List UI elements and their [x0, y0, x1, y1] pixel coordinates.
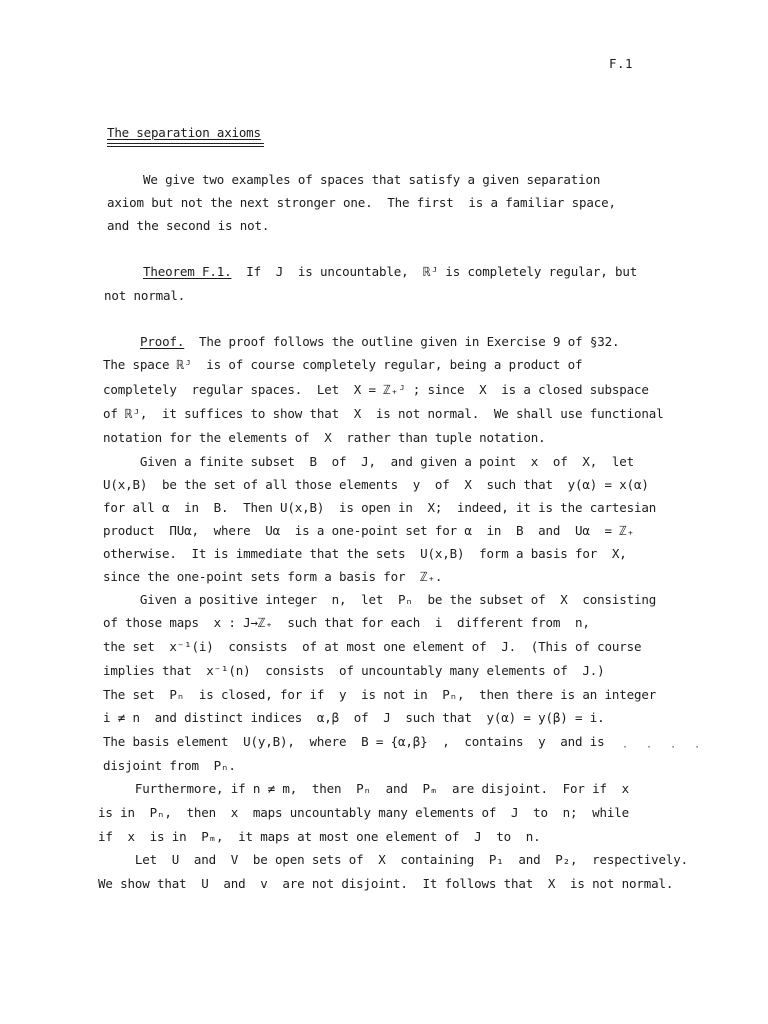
proof-line-8: for all α in B. Then U(x,B) is open in X; indeed, it is the cartesian	[103, 500, 657, 515]
section-heading-text: The separation axioms	[107, 125, 261, 140]
proof-label: Proof.	[140, 334, 185, 349]
theorem-line-1-text: If J is uncountable, ℝᴶ is completely regular, but	[231, 264, 638, 279]
proof-line-1	[140, 335, 619, 349]
theorem-line-2: not normal.	[104, 288, 186, 303]
proof-line-5: notation for the elements of X rather than tuple notation.	[103, 430, 546, 445]
proof-line-22: if x is in Pₘ, it maps at most one element of J to n.	[98, 829, 541, 844]
proof-line-7: U(x,B) be the set of all those elements y of X such that y(α) = x(α)	[103, 477, 649, 492]
proof-line-6: Given a finite subset B of J, and given a point x of X, let	[103, 454, 635, 469]
proof-line-1-text: The proof follows the outline given in Exercise 9 of §32.	[184, 334, 620, 349]
proof-line-14: the set x⁻¹(i) consists of at most one element of J. (This of course	[103, 639, 642, 654]
intro-line-2: axiom but not the next stronger one. The first is a familiar space,	[107, 195, 616, 210]
proof-line-12: Given a positive integer n, let Pₙ be the subset of X consisting	[103, 592, 657, 607]
proof-line-13: of those maps x : J→ℤ₊ such that for each i different from n,	[103, 615, 590, 630]
intro-line-1-text: We give two examples of spaces that satisfy a given separation	[143, 172, 601, 187]
proof-line-2: The space ℝᴶ is of course completely regular, being a product of	[103, 357, 583, 372]
page-number: F.1	[609, 56, 634, 71]
section-heading	[107, 125, 261, 140]
proof-line-24: We show that U and v are not disjoint. It follows that X is not normal.	[98, 876, 674, 891]
proof-line-9: product ΠUα, where Uα is a one-point set for α in B and Uα = ℤ₊	[103, 523, 635, 538]
theorem-label: Theorem F.1.	[143, 264, 232, 279]
proof-line-18: The basis element U(y,B), where B = {α,β} , contains y and is	[103, 734, 605, 749]
proof-line-10: otherwise. It is immediate that the sets U(x,B) form a basis for X,	[103, 546, 627, 561]
proof-line-21: is in Pₙ, then x maps uncountably many elements of J to n; while	[98, 805, 630, 820]
proof-line-16: The set Pₙ is closed, for if y is not in Pₙ, then there is an integer	[103, 687, 657, 702]
scan-artifact-dots: · · · ·	[622, 742, 707, 753]
intro-line-1	[107, 173, 600, 187]
proof-line-20: Furthermore, if n ≠ m, then Pₙ and Pₘ are disjoint. For if x	[98, 781, 630, 796]
theorem-line-1	[143, 265, 637, 279]
proof-line-17: i ≠ n and distinct indices α,β of J such that y(α) = y(β) = i.	[103, 710, 605, 725]
proof-line-11: since the one-point sets form a basis for ℤ₊.	[103, 569, 443, 584]
proof-line-15: implies that x⁻¹(n) consists of uncountably many elements of J.)	[103, 663, 605, 678]
proof-line-3: completely regular spaces. Let X = ℤ₊ᴶ ; since X is a closed subspace	[103, 382, 649, 397]
proof-line-23: Let U and V be open sets of X containing P₁ and P₂, respectively.	[98, 852, 689, 867]
proof-line-4: of ℝᴶ, it suffices to show that X is not normal. We shall use functional	[103, 406, 664, 421]
proof-line-19: disjoint from Pₙ.	[103, 758, 236, 773]
heading-double-rule	[107, 143, 264, 147]
intro-line-3: and the second is not.	[107, 218, 270, 233]
